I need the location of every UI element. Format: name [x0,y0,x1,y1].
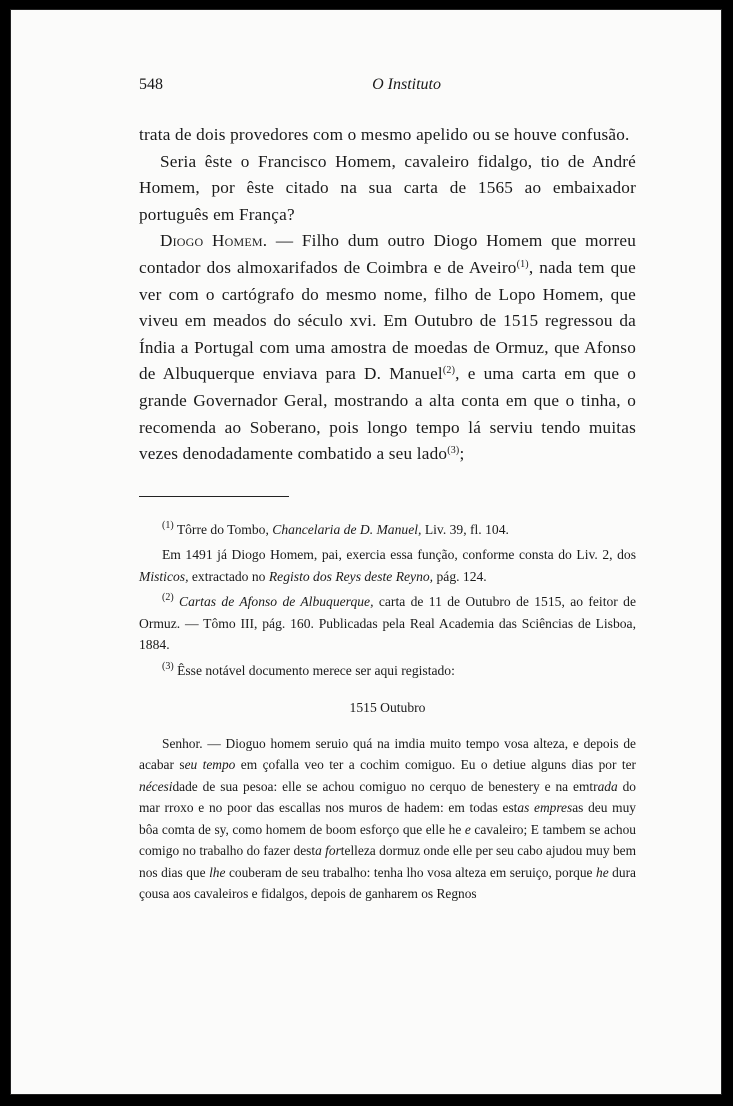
footnote-1-text-a: Tôrre do Tombo, [173,521,273,537]
doc-text-4: do mar rroxo e no poor das escallas nos muros de hadem: em todas est [139,778,637,816]
doc-text-2: em çofalla veo ter a cochim comiguo. Eu o detiue alguns dias por ter [235,757,636,773]
entry-name: Diogo Homem. [160,231,268,251]
text-block [139,76,636,905]
footnote-ref-1: (1) [516,258,529,270]
main-text [139,122,636,468]
paragraph-2: Seria êste o Francisco Homem, cavaleiro fidalgo, tio de André Homem, por êste citado na sua carta de 1565 ao embaixador português em França? [139,151,636,224]
book-page [10,9,722,1095]
footnote-ref-3: (3) [447,445,460,457]
doc-italic-6: a for [315,843,341,859]
paragraph-3-text-c: , e uma carta em que o grande Governador Geral, mostrando a alta conta em que o tinha, o recomenda ao Soberano, pois longo tempo lá serviu tendo muitas vezes denodadamente combatido a seu lado [139,364,636,464]
doc-italic-5: e [464,821,471,837]
footnote-2-mark: (2) [162,592,174,604]
footnote-1-italic: Chancelaria de D. Manuel, [272,521,422,537]
doc-italic-7: lhe [209,864,226,880]
footnote-2-text: carta de 11 de Outubro de 1515, ao feitor de Ormuz. — Tômo III, pág. 160. Publicadas pela Real Academia das Sciências de Lisboa, 1884. [139,594,636,653]
doc-text-8: couberam de seu trabalho: tenha lho vosa alteza em seruiço, porque [225,864,597,880]
footnote-1b-text-a: Em 1491 já Diogo Homem, pai, exercia essa função, conforme consta do Liv. 2, dos [162,547,636,563]
footnote-1b-italic-2: Registo dos Reys deste Reyno, [268,568,434,584]
footnote-divider [139,496,289,497]
doc-text-6: cavaleiro; E tambem se achou comigo no trabalho do fazer dest [139,821,637,859]
doc-text-3: dade de sua pesoa: elle se achou comiguo no cerquo de benestery e na emtr [172,778,598,794]
footnote-2 [139,591,636,656]
footnote-3-text: Êsse notável documento merece ser aqui registado: [173,662,455,678]
doc-text-7: telleza dormuz onde elle per seu cabo ajudou muy bem nos dias que [139,843,636,880]
footnote-1-mark: (1) [162,519,174,531]
document-date-line: 1515 Outubro [349,700,426,716]
footnote-1-continuation [139,544,636,587]
doc-italic-3: ada [597,778,618,794]
footnote-1-text-b: Liv. 39, fl. 104. [421,521,509,537]
doc-text-1: Senhor. — Dioguo homem seruio quá na imdia muito tempo vosa alteza, e depois de acabar s [139,735,636,773]
footnote-2-italic: Cartas de Afonso de Albuquerque, [173,594,374,610]
paragraph-3-text-d: ; [459,444,465,464]
paragraph-3-text-b: , nada tem que ver com o cartógrafo do mesmo nome, filho de Lopo Homem, que viveu em meados do século xvi. Em Outubro de 1515 regressou da Índia a Portugal com uma amostra de moedas de Ormuz, que Afonso de Albuquerque enviava para D. Manuel [139,257,636,384]
paragraph-1: trata de dois provedores com o mesmo apelido ou se houve confusão. [139,125,630,144]
paragraph-3 [139,228,636,467]
doc-italic-8: he [596,864,609,880]
paragraph-3-text-a: — Filho dum outro Diogo Homem que morreu contador dos almoxarifados de Coimbra e de Aveiro [139,231,636,277]
page-number: 548 [139,76,163,93]
doc-italic-2: nécesi [139,778,173,794]
doc-italic-4: as empres [517,800,573,816]
footnote-1b-text-b: extractado no [188,568,269,584]
footnote-1b-italic-1: Misticos, [139,568,189,584]
doc-text-9: dura çousa aos cavaleiros e fidalgos, depois de ganharem os Regnos [139,864,636,902]
footnote-1 [139,519,636,541]
document-text [139,733,636,905]
footnote-ref-2: (2) [442,365,456,377]
footnote-1b-text-c: pág. 124. [433,568,487,584]
doc-text-5: as deu muy bôa comta de sy, como homem de boom esforço que elle he [139,800,636,837]
transcribed-document [139,733,636,905]
footnotes [139,519,636,719]
footnote-3 [139,660,636,682]
doc-italic-1: eu tempo [184,757,236,773]
footnote-3-mark: (3) [162,660,174,672]
running-title: O Instituto [372,76,441,93]
page-header [139,76,636,94]
